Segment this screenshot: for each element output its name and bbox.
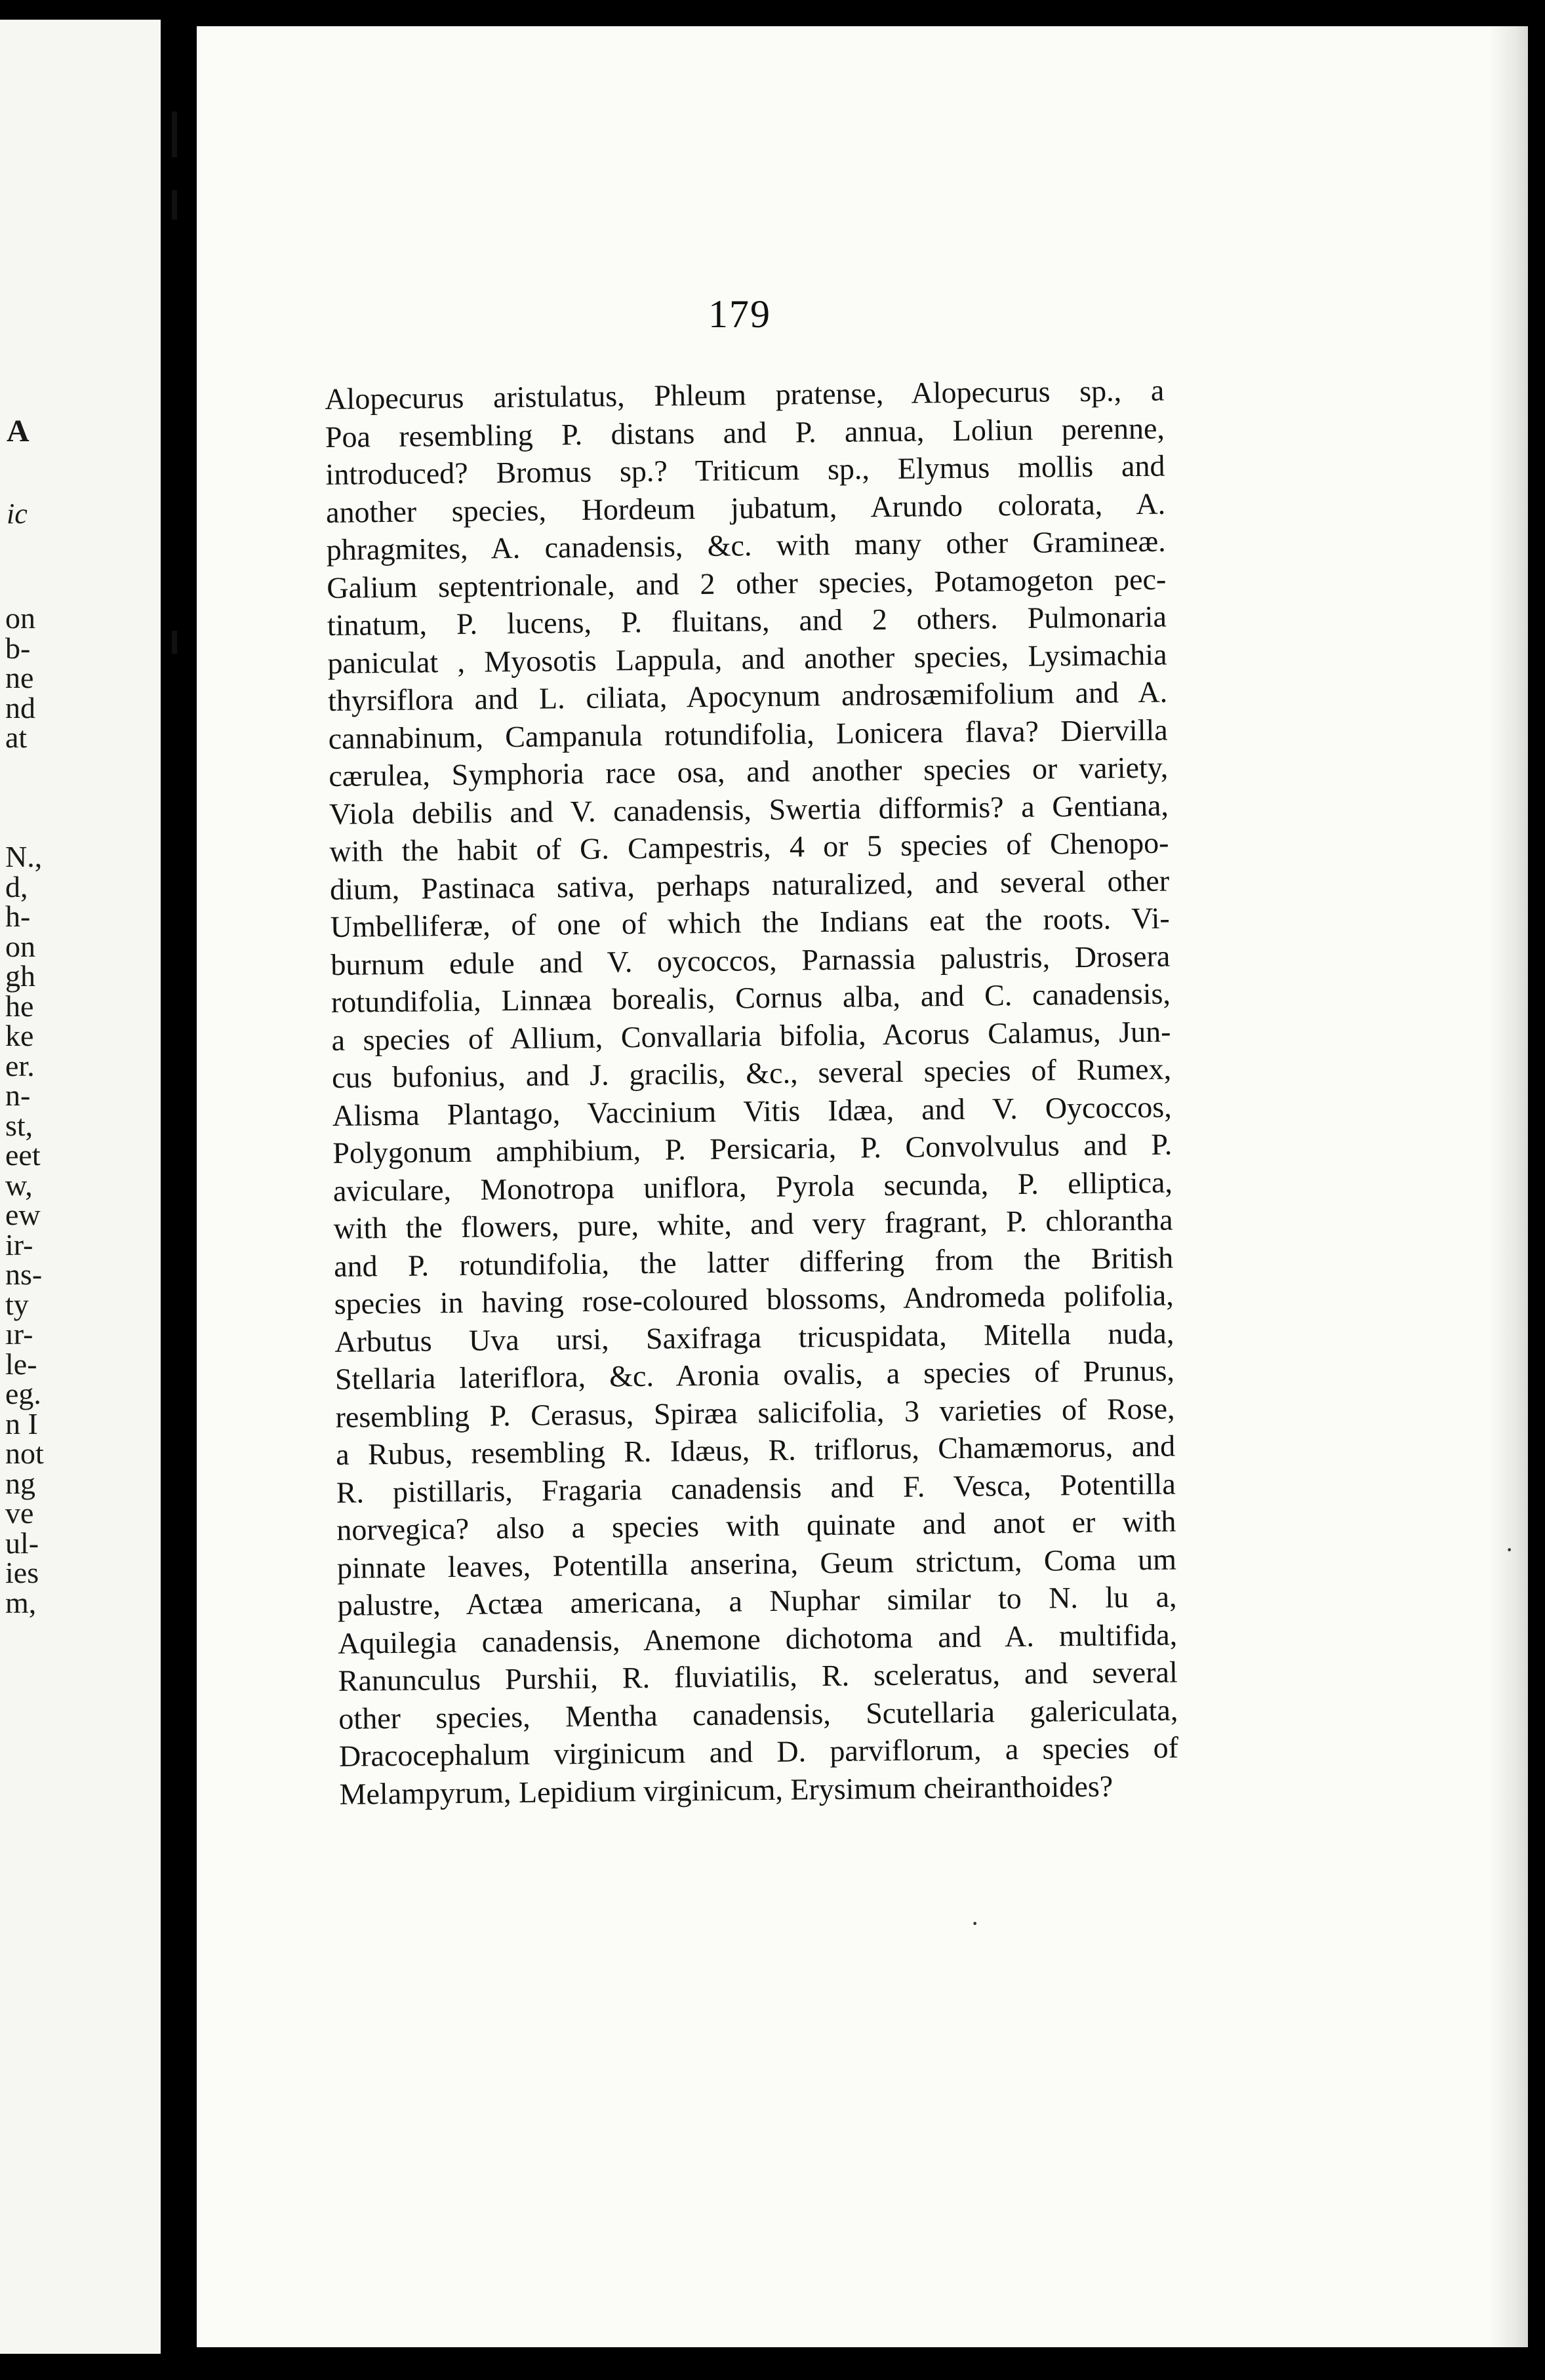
left-page-edge [0,20,161,2354]
left-fragment-line: st, [5,1108,33,1142]
left-fragment-line: ır- [5,1317,33,1351]
left-fragment-line [5,812,44,843]
text-line: pinnate leaves, Potentilla anserina, Geum strictum, Coma um [336,1541,1177,1585]
left-fragment-line: ir- [5,1227,33,1261]
text-line: other species, Mentha canadensis, Scutellaria galericulata, [338,1692,1178,1735]
page-blemish: · [1505,1535,1514,1564]
text-line: introduced? Bromus sp.? Triticum sp., Elymus mollis and [325,448,1165,491]
text-line: species in having rose-coloured blossoms, Andromeda polifolia, [334,1278,1174,1320]
text-line: cus bufonius, and J. gracilis, &c., several species of Rumex, [331,1052,1172,1094]
left-fragment-line: N., [5,840,43,873]
text-line: thyrsiflora and L. ciliata, Apocynum androsæmifolium and A. [327,675,1168,717]
gutter-marks [172,98,180,688]
left-fragment-line: ty [5,1287,29,1321]
text-line: resembling P. Cerasus, Spiræa salicifolia, 3 varieties of Rose, [335,1391,1175,1434]
left-fragment-line: eet [5,1138,41,1172]
text-line: Arbutus Uva ursi, Saxifraga tricuspidata, Mitella nuda, [334,1316,1174,1359]
text-line: aviculare, Monotropa uniflora, Pyrola secunda, P. elliptica, [332,1165,1173,1208]
text-line: Polygonum amphibium, P. Persicaria, P. Convolvulus and P. [332,1127,1173,1170]
text-line: Aquilegia canadensis, Anemone dichotoma and A. multifida, [337,1617,1178,1660]
left-fragment-line: ne [5,661,34,694]
page-number: 179 [708,292,771,336]
left-fragment-line [5,782,44,812]
left-fragment-line: w, [5,1168,33,1202]
text-line: rotundifolia, Linnæa borealis, Cornus alba, and C. canadensis, [331,976,1171,1019]
left-fragment-line: ns- [5,1258,43,1291]
page-edge-shadow [1489,26,1528,2347]
left-fragment-line: m, [5,1585,37,1619]
text-line: Stellaria lateriflora, &c. Aronia ovalis, a species of Prunus, [334,1353,1175,1396]
left-fragment-line: at [5,721,28,754]
left-fragment-line: eg. [5,1377,41,1410]
text-line: a species of Allium, Convallaria bifolia, Acorus Calamus, Jun- [331,1014,1171,1057]
text-line: cannabinum, Campanula rotundifolia, Lonicera flava? Diervilla [328,713,1168,755]
left-fragment-line: ng [5,1466,35,1500]
text-line: with the habit of G. Campestris, 4 or 5 species of Chenopo- [329,825,1169,868]
text-line: Alisma Plantago, Vaccinium Vitis Idæa, and V. Oycoccos, [332,1090,1172,1132]
left-fragment-line: h- [5,900,31,933]
left-fragment-line [5,753,44,783]
text-line: Umbelliferæ, of one of which the Indians eat the roots. Vi- [330,901,1170,943]
left-fragment-line: er. [5,1048,35,1082]
text-line: palustre, Actæa americana, a Nuphar similar to N. lu a, [337,1579,1177,1622]
body-text [325,372,1179,1813]
left-fragment-line: b- [5,631,31,665]
left-fragment-line: n I [5,1406,38,1440]
text-line: R. pistillaris, Fragaria canadensis and F. Vesca, Potentilla [336,1467,1176,1509]
left-fragment-line: ve [5,1496,34,1530]
text-line: Ranunculus Purshii, R. fluviatilis, R. sceleratus, and several [338,1655,1178,1697]
left-fragment-line: ies [5,1556,39,1589]
text-line: phragmites, A. canadensis, &c. with many other Gramineæ. [326,524,1166,566]
left-fragment-top-ic: ic [7,498,28,530]
left-fragment-line: le- [5,1347,37,1381]
left-fragment-line: n- [5,1079,31,1112]
page-blemish: · [971,1909,980,1938]
left-fragment-line: gh [5,959,35,993]
text-line: and P. rotundifolia, the latter differing from the British [333,1240,1174,1283]
left-fragment-line: he [5,989,34,1023]
text-line: another species, Hordeum jubatum, Arundo colorata, A. [325,486,1166,529]
text-line: Viola debilis and V. canadensis, Swertia difformis? a Gentiana, [329,788,1169,831]
text-line: Galium septentrionale, and 2 other species, Potamogeton pec- [327,562,1167,605]
text-line: dium, Pastinaca sativa, perhaps naturalized, and several other [329,863,1170,906]
left-fragment-line: ul- [5,1526,39,1560]
text-line: paniculat , Myosotis Lappula, and another species, Lysimachia [327,637,1167,680]
left-fragment-line: on [5,929,35,963]
left-fragment-line: on [5,601,35,635]
left-fragment-top-a: A [7,414,30,448]
text-line: Melampyrum, Lepidium virginicum, Erysimum cheiranthoides? [339,1769,1114,1811]
left-fragment-line: ke [5,1019,34,1052]
text-line: norvegica? also a species with quinate and anot er with [336,1504,1176,1547]
text-line: Alopecurus aristulatus, Phleum pratense, Alopecurus sp., a [325,373,1165,416]
text-line: a Rubus, resembling R. Idæus, R. triflorus, Chamæmorus, and [335,1429,1176,1471]
text-line: Poa resembling P. distans and P. annua, Loliun perenne, [325,411,1165,454]
left-fragment-line: nd [5,690,35,724]
text-line: Dracocephalum virginicum and D. parviflorum, a species of [338,1730,1179,1773]
text-line: burnum edule and V. oycoccos, Parnassia palustris, Drosera [331,939,1171,982]
left-fragment-line: not [5,1437,44,1470]
left-fragment-lines [5,603,44,1617]
text-line: tinatum, P. lucens, P. fluitans, and 2 others. Pulmonaria [327,599,1167,642]
left-fragment-line: d, [5,869,28,903]
left-fragment-line: ew [5,1198,41,1231]
text-line: cærulea, Symphoria race osa, and another species or variety, [329,750,1169,793]
text-line: with the flowers, pure, white, and very fragrant, P. chlorantha [333,1202,1173,1245]
